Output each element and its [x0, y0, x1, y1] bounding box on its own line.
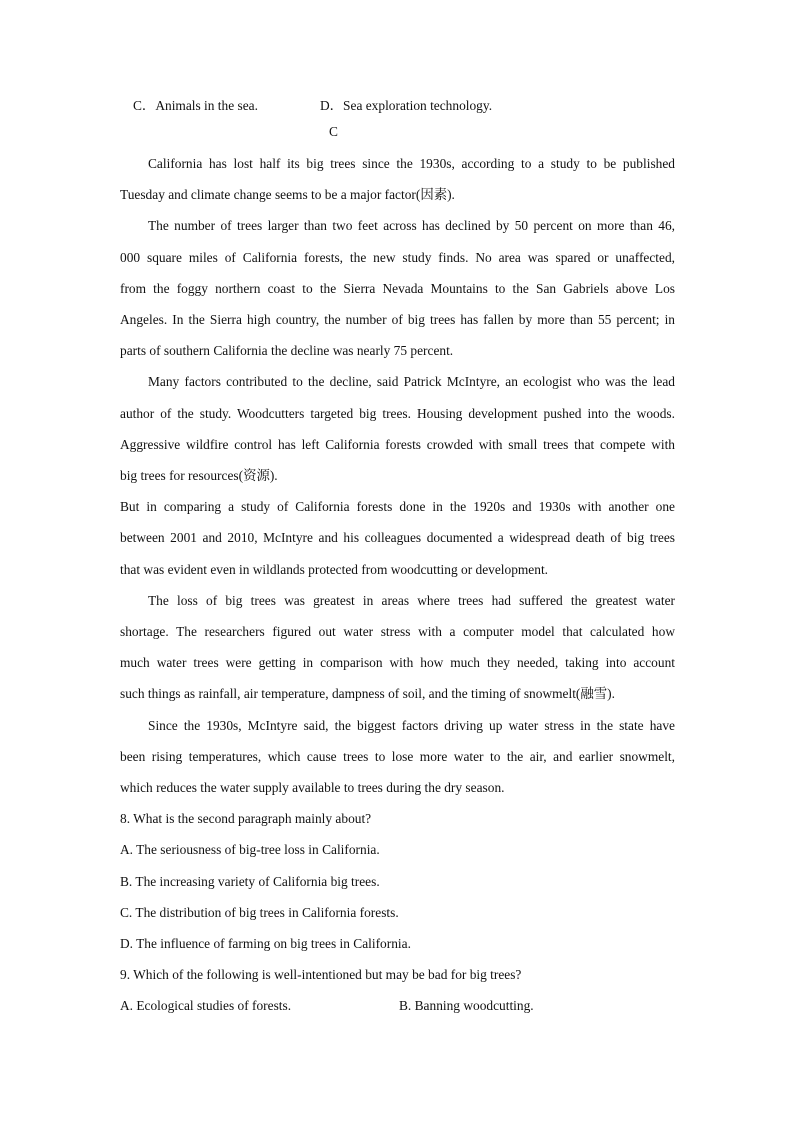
- paragraph-6-line-2: been rising temperatures, which cause trees to lose more water to the air, and earlier snowmelt,: [120, 749, 675, 764]
- paragraph-3-line-1: Many factors contributed to the decline, said Patrick McIntyre, an ecologist who was the lead: [148, 374, 675, 389]
- question-8-option-d: D. The influence of farming on big trees in California.: [120, 936, 411, 951]
- paragraph-3-line-4: big trees for resources(资源).: [120, 468, 278, 483]
- option-c: C．Animals in the sea.: [133, 98, 258, 113]
- paragraph-6-line-3: which reduces the water supply available to trees during the dry season.: [120, 780, 505, 795]
- question-8-option-c: C. The distribution of big trees in California forests.: [120, 905, 399, 920]
- paragraph-5-line-3: much water trees were getting in comparison with how much they needed, taking into account: [120, 655, 675, 670]
- question-9-option-b: B. Banning woodcutting.: [399, 998, 534, 1013]
- paragraph-5-line-2: shortage. The researchers figured out water stress with a computer model that calculated how: [120, 624, 675, 639]
- paragraph-3-line-2: author of the study. Woodcutters targeted big trees. Housing development pushed into the woods.: [120, 406, 675, 421]
- paragraph-1-line-1: California has lost half its big trees since the 1930s, according to a study to be published: [148, 156, 675, 171]
- question-8: 8. What is the second paragraph mainly about?: [120, 811, 372, 826]
- paragraph-1-line-2: Tuesday and climate change seems to be a major factor(因素).: [120, 187, 455, 202]
- paragraph-5-line-4: such things as rainfall, air temperature, dampness of soil, and the timing of snowmelt(融雪).: [120, 686, 615, 701]
- question-8-option-b: B. The increasing variety of California big trees.: [120, 874, 380, 889]
- paragraph-2-line-4: Angeles. In the Sierra high country, the number of big trees has fallen by more than 55 percent; in: [120, 312, 675, 327]
- paragraph-2-line-3: from the foggy northern coast to the Sierra Nevada Mountains to the San Gabriels above Los: [120, 281, 675, 296]
- paragraph-4-line-1: But in comparing a study of California forests done in the 1920s and 1930s with another one: [120, 499, 675, 514]
- paragraph-2-line-1: The number of trees larger than two feet across has declined by 50 percent on more than 46,: [148, 218, 675, 233]
- option-d: D．Sea exploration technology.: [320, 98, 493, 113]
- paragraph-3-line-3: Aggressive wildfire control has left California forests crowded with small trees that compete with: [120, 437, 675, 452]
- paragraph-2-line-2: 000 square miles of California forests, the new study finds. No area was spared or unaffected,: [120, 250, 675, 265]
- question-9-option-a: A. Ecological studies of forests.: [120, 998, 292, 1013]
- paragraph-4-line-2: between 2001 and 2010, McIntyre and his colleagues documented a widespread death of big trees: [120, 530, 675, 545]
- paragraph-4-line-3: that was evident even in wildlands protected from woodcutting or development.: [120, 562, 549, 577]
- paragraph-6-line-1: Since the 1930s, McIntyre said, the biggest factors driving up water stress in the state have: [148, 718, 675, 733]
- question-8-option-a: A. The seriousness of big-tree loss in California.: [120, 842, 380, 857]
- question-9: 9. Which of the following is well-intentioned but may be bad for big trees?: [120, 967, 522, 982]
- section-letter: C: [329, 124, 338, 139]
- paragraph-2-line-5: parts of southern California the decline was nearly 75 percent.: [120, 343, 454, 358]
- paragraph-5-line-1: The loss of big trees was greatest in areas where trees had suffered the greatest water: [148, 593, 675, 608]
